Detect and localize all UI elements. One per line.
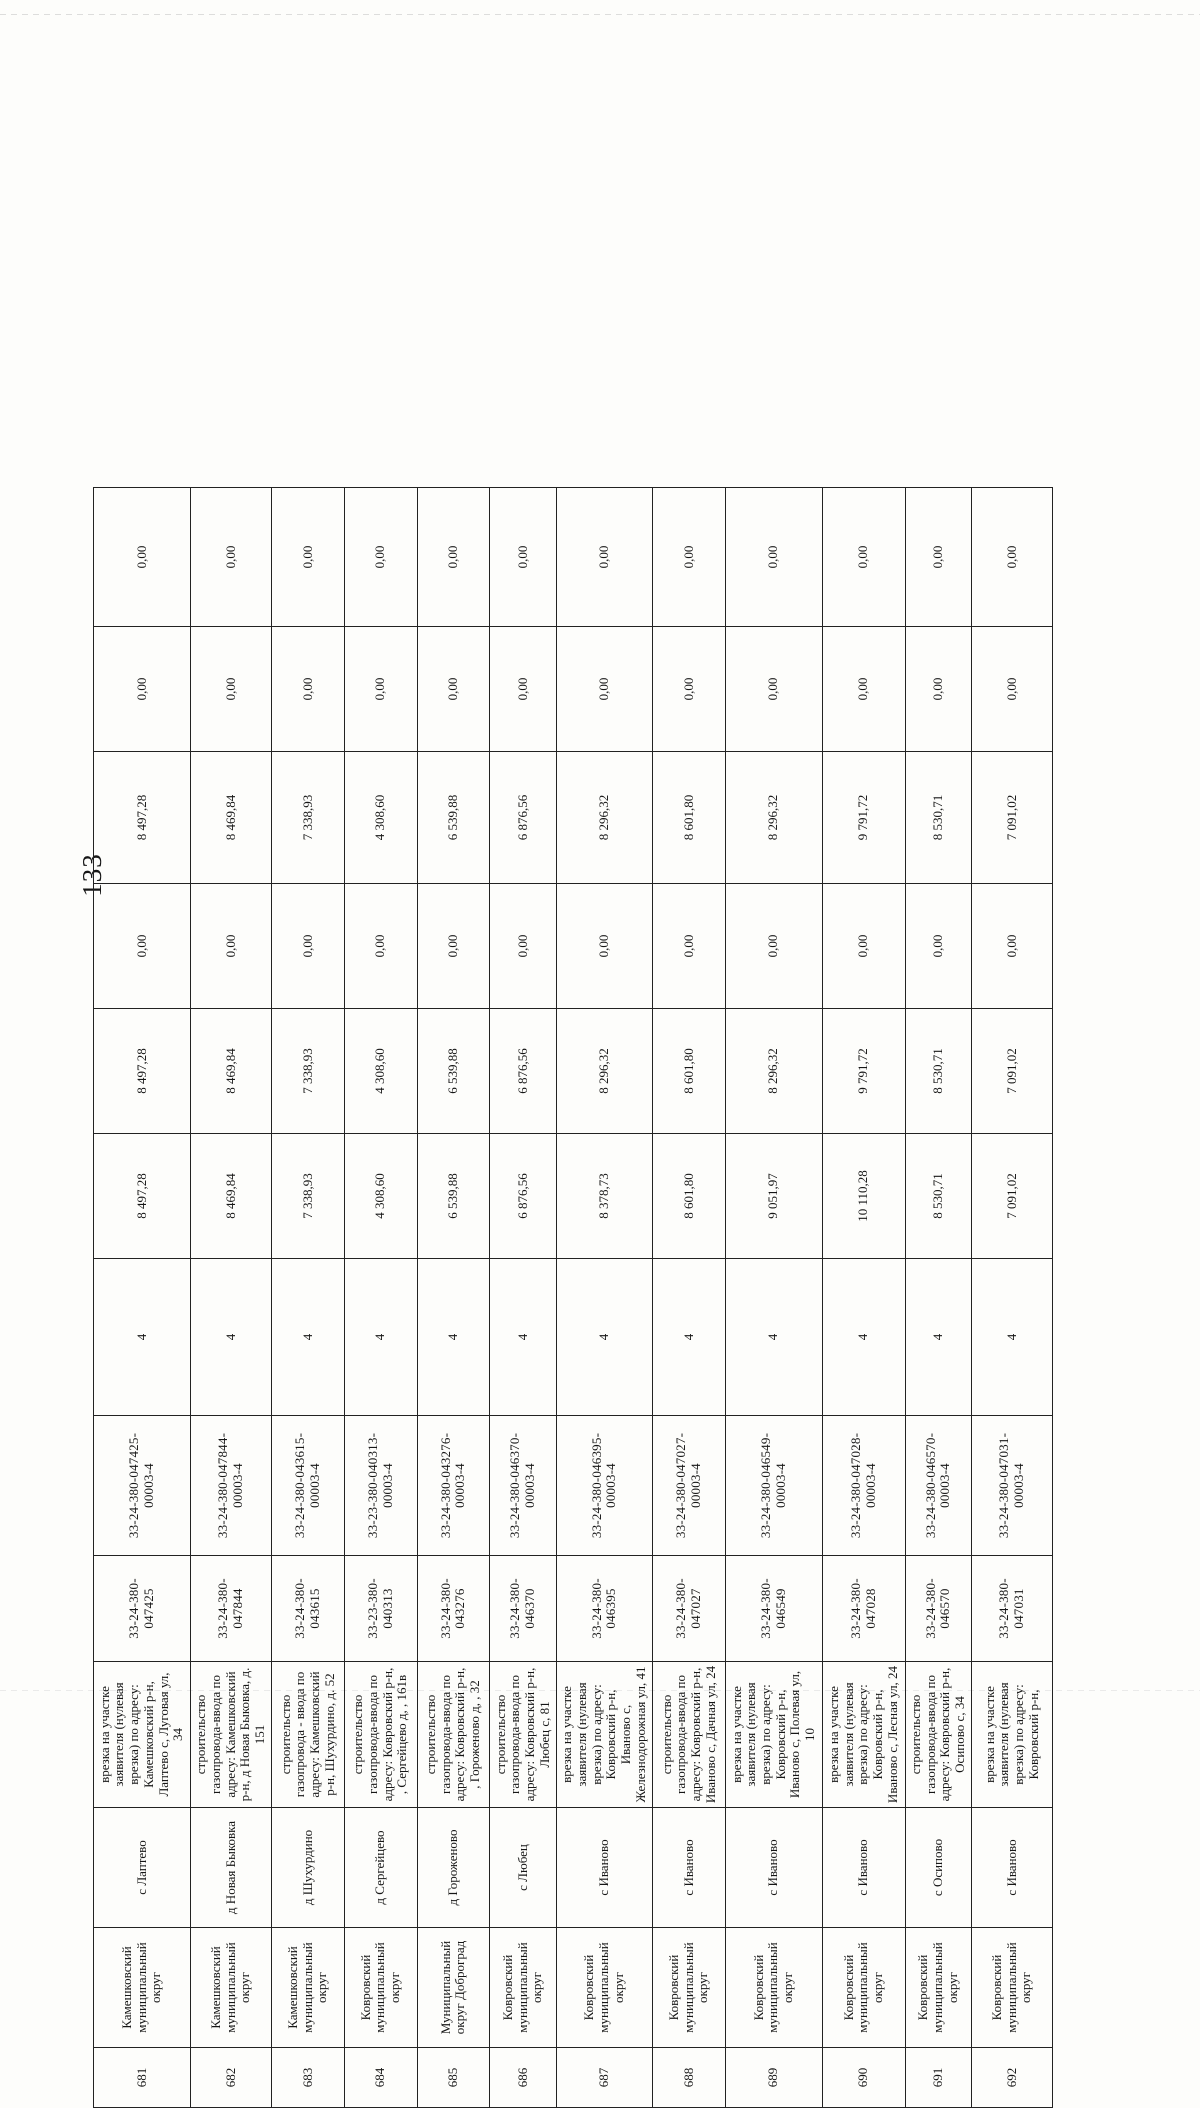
total-cell: 8 601,80 — [653, 752, 726, 884]
zero-value-cell: 0,00 — [272, 488, 345, 627]
table-row — [417, 488, 490, 2108]
table-row — [94, 488, 191, 2108]
category-cell: 4 — [725, 1259, 822, 1416]
table-row — [653, 488, 726, 2108]
total-cell: 6 539,88 — [417, 752, 490, 884]
amount-cell: 7 091,02 — [971, 1134, 1052, 1259]
object-code-cell: 33-24-380-046395-00003-4 — [556, 1416, 653, 1556]
zero-value-cell: 0,00 — [971, 488, 1052, 627]
zero-value-cell: 0,00 — [653, 488, 726, 627]
cadastral-code-cell: 33-24-380-046570 — [905, 1556, 971, 1662]
table-row — [490, 488, 556, 2108]
amount-cell: 8 497,28 — [94, 1134, 191, 1259]
work-description-cell: врезка на участке заявителя (нулевая врезка) по адресу: Ковровский р-н, — [971, 1662, 1052, 1808]
category-cell: 4 — [971, 1259, 1052, 1416]
cadastral-code-cell: 33-24-380-047844 — [190, 1556, 271, 1662]
category-cell: 4 — [822, 1259, 905, 1416]
row-number: 690 — [822, 2048, 905, 2108]
zero-value-cell: 0,00 — [272, 627, 345, 752]
zero-value-cell: 0,00 — [190, 627, 271, 752]
table-row — [556, 488, 653, 2108]
zero-value-cell: 0,00 — [725, 488, 822, 627]
registry-table-rotated — [93, 488, 1053, 2108]
row-number: 687 — [556, 2048, 653, 2108]
district-cell: Камешковский муниципальный округ — [190, 1928, 271, 2048]
total-cell: 8 497,28 — [94, 752, 191, 884]
category-cell: 4 — [344, 1259, 417, 1416]
object-code-cell: 33-24-380-047425-00003-4 — [94, 1416, 191, 1556]
zero-value-cell: 0,00 — [417, 884, 490, 1009]
district-cell: Ковровский муниципальный округ — [822, 1928, 905, 2048]
work-description-cell: строительство газопровода-ввода по адресу: Ковровский р-н, Любец с, 81 — [490, 1662, 556, 1808]
object-code-cell: 33-24-380-043615-00003-4 — [272, 1416, 345, 1556]
category-cell: 4 — [190, 1259, 271, 1416]
table-row — [905, 488, 971, 2108]
cost-cell: 4 308,60 — [344, 1009, 417, 1134]
zero-value-cell: 0,00 — [490, 627, 556, 752]
settlement-cell: с Иваново — [725, 1808, 822, 1928]
cadastral-code-cell: 33-24-380-047031 — [971, 1556, 1052, 1662]
cost-cell: 9 791,72 — [822, 1009, 905, 1134]
amount-cell: 7 338,93 — [272, 1134, 345, 1259]
cost-cell: 8 296,32 — [725, 1009, 822, 1134]
category-cell: 4 — [94, 1259, 191, 1416]
zero-value-cell: 0,00 — [417, 627, 490, 752]
settlement-cell: д Шухурдино — [272, 1808, 345, 1928]
settlement-cell: с Иваново — [556, 1808, 653, 1928]
work-description-cell: строительство газопровода-ввода по адресу: Ковровский р-н, , Гороженово д, , 32 — [417, 1662, 490, 1808]
amount-cell: 10 110,28 — [822, 1134, 905, 1259]
district-cell: Ковровский муниципальный округ — [556, 1928, 653, 2048]
registry-table — [93, 487, 1053, 2108]
total-cell: 8 469,84 — [190, 752, 271, 884]
zero-value-cell: 0,00 — [344, 884, 417, 1009]
total-cell: 6 876,56 — [490, 752, 556, 884]
zero-value-cell: 0,00 — [417, 488, 490, 627]
settlement-cell: с Осипово — [905, 1808, 971, 1928]
object-code-cell: 33-24-380-047028-00003-4 — [822, 1416, 905, 1556]
table-row — [822, 488, 905, 2108]
settlement-cell: с Иваново — [971, 1808, 1052, 1928]
work-description-cell: строительство газопровода-ввода по адресу: Ковровский р-н, , Сергейцево д, , 161в — [344, 1662, 417, 1808]
row-number: 682 — [190, 2048, 271, 2108]
settlement-cell: с Иваново — [653, 1808, 726, 1928]
zero-value-cell: 0,00 — [94, 627, 191, 752]
cadastral-code-cell: 33-24-380-043276 — [417, 1556, 490, 1662]
work-description-cell: врезка на участке заявителя (нулевая врезка) по адресу: Ковровский р-н, Иваново с, Полевая ул, 10 — [725, 1662, 822, 1808]
amount-cell: 6 876,56 — [490, 1134, 556, 1259]
row-number: 688 — [653, 2048, 726, 2108]
object-code-cell: 33-23-380-040313-00003-4 — [344, 1416, 417, 1556]
total-cell: 8 296,32 — [556, 752, 653, 884]
amount-cell: 8 601,80 — [653, 1134, 726, 1259]
work-description-cell: врезка на участке заявителя (нулевая врезка) по адресу: Ковровский р-н, Иваново с, Железнодорожная ул, 41 — [556, 1662, 653, 1808]
category-cell: 4 — [417, 1259, 490, 1416]
settlement-cell: с Иваново — [822, 1808, 905, 1928]
row-number: 686 — [490, 2048, 556, 2108]
zero-value-cell: 0,00 — [822, 884, 905, 1009]
zero-value-cell: 0,00 — [272, 884, 345, 1009]
cost-cell: 8 601,80 — [653, 1009, 726, 1134]
zero-value-cell: 0,00 — [190, 488, 271, 627]
zero-value-cell: 0,00 — [971, 884, 1052, 1009]
district-cell: Камешковский муниципальный округ — [272, 1928, 345, 2048]
total-cell: 4 308,60 — [344, 752, 417, 884]
cost-cell: 6 539,88 — [417, 1009, 490, 1134]
object-code-cell: 33-24-380-043276-00003-4 — [417, 1416, 490, 1556]
cost-cell: 7 091,02 — [971, 1009, 1052, 1134]
cadastral-code-cell: 33-23-380-040313 — [344, 1556, 417, 1662]
object-code-cell: 33-24-380-046570-00003-4 — [905, 1416, 971, 1556]
amount-cell: 6 539,88 — [417, 1134, 490, 1259]
zero-value-cell: 0,00 — [905, 627, 971, 752]
table-row — [971, 488, 1052, 2108]
district-cell: Ковровский муниципальный округ — [490, 1928, 556, 2048]
amount-cell: 8 530,71 — [905, 1134, 971, 1259]
settlement-cell: д Гороженово — [417, 1808, 490, 1928]
zero-value-cell: 0,00 — [556, 627, 653, 752]
total-cell: 8 296,32 — [725, 752, 822, 884]
district-cell: Муниципальный округ Доброград — [417, 1928, 490, 2048]
row-number: 681 — [94, 2048, 191, 2108]
table-row — [344, 488, 417, 2108]
table-row — [725, 488, 822, 2108]
cost-cell: 8 497,28 — [94, 1009, 191, 1134]
cost-cell: 8 530,71 — [905, 1009, 971, 1134]
amount-cell: 9 051,97 — [725, 1134, 822, 1259]
registry-table-body — [94, 488, 1053, 2108]
zero-value-cell: 0,00 — [94, 884, 191, 1009]
work-description-cell: строительство газопровода-ввода по адресу: Ковровский р-н, Осипово с, 34 — [905, 1662, 971, 1808]
zero-value-cell: 0,00 — [556, 488, 653, 627]
cost-cell: 8 296,32 — [556, 1009, 653, 1134]
work-description-cell: строительство газопровода - ввода по адресу: Камешковский р-н, Шухурдино, д. 52 — [272, 1662, 345, 1808]
zero-value-cell: 0,00 — [822, 488, 905, 627]
zero-value-cell: 0,00 — [490, 884, 556, 1009]
zero-value-cell: 0,00 — [344, 627, 417, 752]
cadastral-code-cell: 33-24-380-046370 — [490, 1556, 556, 1662]
row-number: 685 — [417, 2048, 490, 2108]
district-cell: Ковровский муниципальный округ — [905, 1928, 971, 2048]
row-number: 692 — [971, 2048, 1052, 2108]
zero-value-cell: 0,00 — [725, 884, 822, 1009]
amount-cell: 8 378,73 — [556, 1134, 653, 1259]
amount-cell: 4 308,60 — [344, 1134, 417, 1259]
scan-edge-top — [0, 14, 1200, 15]
district-cell: Ковровский муниципальный округ — [653, 1928, 726, 2048]
district-cell: Ковровский муниципальный округ — [971, 1928, 1052, 2048]
zero-value-cell: 0,00 — [490, 488, 556, 627]
cadastral-code-cell: 33-24-380-043615 — [272, 1556, 345, 1662]
category-cell: 4 — [272, 1259, 345, 1416]
settlement-cell: с Любец — [490, 1808, 556, 1928]
settlement-cell: д Сергейцево — [344, 1808, 417, 1928]
table-row — [272, 488, 345, 2108]
zero-value-cell: 0,00 — [905, 488, 971, 627]
settlement-cell: д Новая Быковка — [190, 1808, 271, 1928]
category-cell: 4 — [556, 1259, 653, 1416]
zero-value-cell: 0,00 — [971, 627, 1052, 752]
zero-value-cell: 0,00 — [653, 627, 726, 752]
object-code-cell: 33-24-380-047844-00003-4 — [190, 1416, 271, 1556]
zero-value-cell: 0,00 — [94, 488, 191, 627]
district-cell: Ковровский муниципальный округ — [725, 1928, 822, 2048]
category-cell: 4 — [653, 1259, 726, 1416]
cadastral-code-cell: 33-24-380-047028 — [822, 1556, 905, 1662]
category-cell: 4 — [905, 1259, 971, 1416]
object-code-cell: 33-24-380-046370-00003-4 — [490, 1416, 556, 1556]
cadastral-code-cell: 33-24-380-047027 — [653, 1556, 726, 1662]
row-number: 689 — [725, 2048, 822, 2108]
cost-cell: 8 469,84 — [190, 1009, 271, 1134]
amount-cell: 8 469,84 — [190, 1134, 271, 1259]
object-code-cell: 33-24-380-047031-00003-4 — [971, 1416, 1052, 1556]
work-description-cell: врезка на участке заявителя (нулевая врезка) по адресу: Камешковский р-н, Лаптево с, Луговая ул, 34 — [94, 1662, 191, 1808]
work-description-cell: строительство газопровода-ввода по адресу: Камешковский р-н, д Новая Быковка, д. 151 — [190, 1662, 271, 1808]
cadastral-code-cell: 33-24-380-047425 — [94, 1556, 191, 1662]
row-number: 683 — [272, 2048, 345, 2108]
zero-value-cell: 0,00 — [822, 627, 905, 752]
page-number: 133 — [77, 853, 107, 897]
work-description-cell: строительство газопровода-ввода по адресу: Ковровский р-н, Иваново с, Дачная ул, 24 — [653, 1662, 726, 1808]
cost-cell: 7 338,93 — [272, 1009, 345, 1134]
total-cell: 8 530,71 — [905, 752, 971, 884]
total-cell: 7 338,93 — [272, 752, 345, 884]
cadastral-code-cell: 33-24-380-046395 — [556, 1556, 653, 1662]
district-cell: Ковровский муниципальный округ — [344, 1928, 417, 2048]
cadastral-code-cell: 33-24-380-046549 — [725, 1556, 822, 1662]
zero-value-cell: 0,00 — [905, 884, 971, 1009]
object-code-cell: 33-24-380-047027-00003-4 — [653, 1416, 726, 1556]
total-cell: 9 791,72 — [822, 752, 905, 884]
cost-cell: 6 876,56 — [490, 1009, 556, 1134]
zero-value-cell: 0,00 — [556, 884, 653, 1009]
zero-value-cell: 0,00 — [344, 488, 417, 627]
row-number: 684 — [344, 2048, 417, 2108]
category-cell: 4 — [490, 1259, 556, 1416]
district-cell: Камешковский муниципальный округ — [94, 1928, 191, 2048]
zero-value-cell: 0,00 — [190, 884, 271, 1009]
total-cell: 7 091,02 — [971, 752, 1052, 884]
table-row — [190, 488, 271, 2108]
zero-value-cell: 0,00 — [725, 627, 822, 752]
zero-value-cell: 0,00 — [653, 884, 726, 1009]
row-number: 691 — [905, 2048, 971, 2108]
settlement-cell: с Лаптево — [94, 1808, 191, 1928]
work-description-cell: врезка на участке заявителя (нулевая врезка) по адресу: Ковровский р-н, Иваново с, Лесная ул, 24 — [822, 1662, 905, 1808]
object-code-cell: 33-24-380-046549-00003-4 — [725, 1416, 822, 1556]
